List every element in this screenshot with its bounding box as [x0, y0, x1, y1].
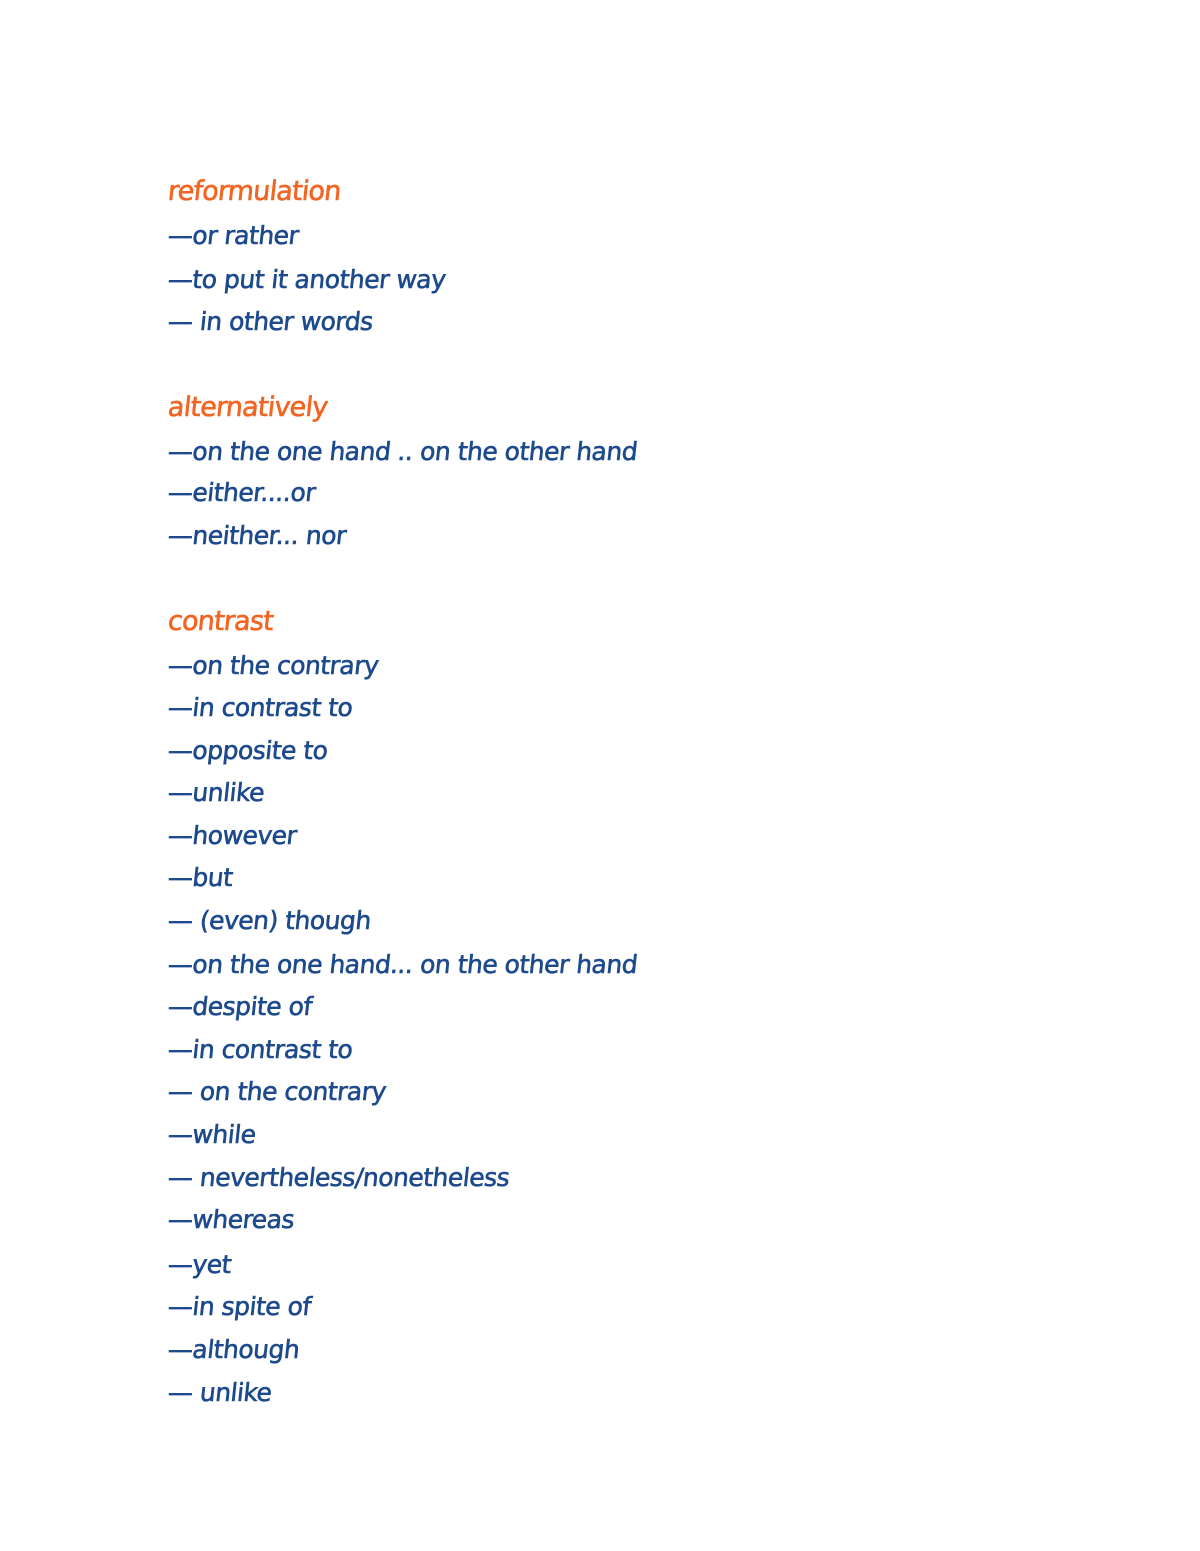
list-item: —in contrast to: [166, 1035, 354, 1064]
list-item: —however: [166, 821, 298, 850]
list-item: — unlike: [166, 1378, 274, 1407]
list-item: —yet: [166, 1250, 233, 1279]
list-item: —neither... nor: [166, 521, 348, 550]
list-item: —or rather: [166, 221, 301, 250]
list-item: —on the one hand .. on the other hand: [166, 437, 639, 466]
list-item: —but: [166, 863, 235, 892]
list-item: —either....or: [166, 478, 317, 507]
list-item: —in contrast to: [166, 693, 354, 722]
list-item: —whereas: [166, 1205, 296, 1234]
list-item: —while: [166, 1120, 258, 1149]
list-item: — (even) though: [166, 906, 373, 935]
list-item: —in spite of: [166, 1292, 313, 1321]
list-item: —opposite to: [166, 736, 330, 765]
section-heading-reformulation: reformulation: [166, 176, 343, 207]
list-item: —although: [166, 1335, 301, 1364]
list-item: —on the one hand... on the other hand: [166, 950, 639, 979]
list-item: —to put it another way: [166, 265, 448, 294]
list-item: —unlike: [166, 778, 266, 807]
list-item: —despite of: [166, 992, 314, 1021]
section-heading-alternatively: alternatively: [166, 392, 329, 423]
section-heading-contrast: contrast: [166, 606, 275, 637]
list-item: —on the contrary: [166, 651, 380, 680]
list-item: — on the contrary: [166, 1077, 388, 1106]
list-item: — in other words: [166, 307, 375, 336]
list-item: — nevertheless/nonetheless: [166, 1163, 511, 1192]
